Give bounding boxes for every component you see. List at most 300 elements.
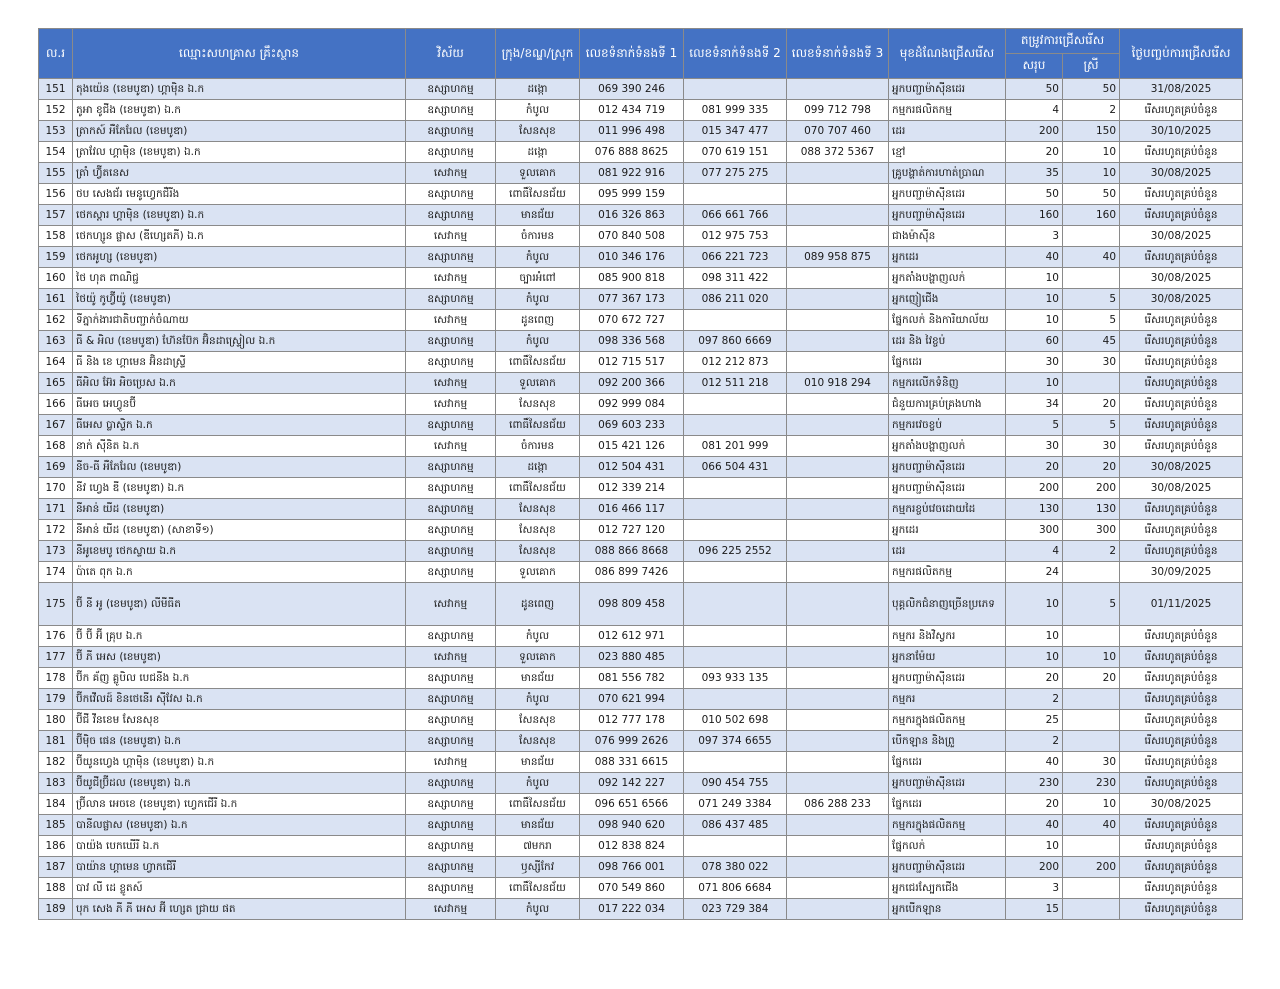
cell-deadline: រើសរហូតគ្រប់ចំនួន [1120, 773, 1243, 794]
cell-phone2: 097 860 6669 [684, 331, 787, 352]
cell-female: 20 [1063, 394, 1120, 415]
cell-phone1: 070 621 994 [580, 689, 684, 710]
cell-deadline: 01/11/2025 [1120, 583, 1243, 626]
cell-phone2: 081 999 335 [684, 100, 787, 121]
cell-total: 60 [1006, 331, 1063, 352]
cell-name: ធីអិល អ៊ែរ អិចប្រេស ឯ.ក [73, 373, 406, 394]
cell-total: 40 [1006, 247, 1063, 268]
cell-name: ធី និង ខេ ហ្គាមេន អ៊ិនដាស្ទ្រី [73, 352, 406, 373]
cell-name: បាយ៉ង បេកឃើរី ឯ.ក [73, 836, 406, 857]
cell-total: 10 [1006, 310, 1063, 331]
cell-no: 184 [39, 794, 73, 815]
cell-phone2 [684, 394, 787, 415]
cell-female [1063, 731, 1120, 752]
cell-name: នីអូខេមបូ ថេកស្ទាយ ឯ.ក [73, 541, 406, 562]
table-row [39, 836, 1243, 857]
cell-position: អ្នកបញ្ជាម៉ាស៊ីនដេរ [889, 857, 1006, 878]
cell-total: 10 [1006, 626, 1063, 647]
cell-female [1063, 899, 1120, 920]
cell-female: 10 [1063, 647, 1120, 668]
cell-name: តុងយ៉េន (ខេមបូឌា) ហ្គាម៉ិន ឯ.ក [73, 79, 406, 100]
cell-phone3 [787, 226, 889, 247]
cell-female: 10 [1063, 163, 1120, 184]
cell-phone3 [787, 878, 889, 899]
cell-phone2 [684, 499, 787, 520]
cell-location: កំបូល [496, 773, 580, 794]
header-deadline: ថ្ងៃបញ្ចប់ការជ្រើសរើស [1120, 29, 1243, 79]
cell-name: នីអាន់ យីដ (ខេមបូឌា) [73, 499, 406, 520]
cell-phone1: 070 840 508 [580, 226, 684, 247]
cell-sector: សេវាកម្ម [406, 268, 496, 289]
cell-phone3 [787, 689, 889, 710]
cell-no: 175 [39, 583, 73, 626]
cell-position: កម្មករក្នុងផលិតកម្ម [889, 710, 1006, 731]
cell-phone2: 097 374 6655 [684, 731, 787, 752]
cell-total: 160 [1006, 205, 1063, 226]
cell-deadline: រើសរហូតគ្រប់ចំនួន [1120, 184, 1243, 205]
cell-phone3 [787, 899, 889, 920]
table-row [39, 478, 1243, 499]
table-row [39, 815, 1243, 836]
cell-name: ថៃយ៉ូ កូហ្វ៊ីយ៉ូ (ខេមបូឌា) [73, 289, 406, 310]
cell-total: 20 [1006, 457, 1063, 478]
cell-phone3 [787, 583, 889, 626]
cell-phone2 [684, 647, 787, 668]
cell-female [1063, 373, 1120, 394]
cell-location: សែនសុខ [496, 520, 580, 541]
cell-location: ដង្កោ [496, 457, 580, 478]
cell-deadline: រើសរហូតគ្រប់ចំនួន [1120, 710, 1243, 731]
cell-sector: សេវាកម្ម [406, 752, 496, 773]
table-row [39, 499, 1243, 520]
cell-no: 154 [39, 142, 73, 163]
cell-female: 50 [1063, 184, 1120, 205]
cell-female: 20 [1063, 457, 1120, 478]
cell-location: ដង្កោ [496, 142, 580, 163]
cell-total: 200 [1006, 121, 1063, 142]
cell-position: អ្នកបើកឡាន [889, 899, 1006, 920]
cell-name: ត្រាវែល ហ្គាម៉ិន (ខេមបូឌា) ឯ.ក [73, 142, 406, 163]
cell-sector: ឧស្សាហកម្ម [406, 121, 496, 142]
cell-sector: សេវាកម្ម [406, 310, 496, 331]
cell-female: 2 [1063, 100, 1120, 121]
cell-total: 50 [1006, 184, 1063, 205]
cell-total: 34 [1006, 394, 1063, 415]
cell-location: កំបូល [496, 689, 580, 710]
cell-location: ទួលគោក [496, 562, 580, 583]
cell-position: កម្មករខ្ចប់វេចដោយដៃ [889, 499, 1006, 520]
cell-total: 4 [1006, 541, 1063, 562]
cell-total: 10 [1006, 373, 1063, 394]
cell-location: កំបូល [496, 331, 580, 352]
cell-position: អ្នកបញ្ជាម៉ាស៊ីនដេរ [889, 668, 1006, 689]
header-phone3: លេខទំនាក់ទំនងទី 3 [787, 29, 889, 79]
cell-phone1: 081 922 916 [580, 163, 684, 184]
cell-phone2: 012 975 753 [684, 226, 787, 247]
cell-deadline: 30/09/2025 [1120, 562, 1243, 583]
table-row [39, 289, 1243, 310]
cell-position: កម្មករ [889, 689, 1006, 710]
cell-deadline: រើសរហូតគ្រប់ចំនួន [1120, 142, 1243, 163]
cell-location: ពោធិ៍សែនជ័យ [496, 478, 580, 499]
cell-sector: ឧស្សាហកម្ម [406, 857, 496, 878]
cell-phone2: 010 502 698 [684, 710, 787, 731]
table-row [39, 773, 1243, 794]
cell-position: អ្នកបញ្ជាម៉ាស៊ីនដេរ [889, 478, 1006, 499]
cell-deadline: រើសរហូតគ្រប់ចំនួន [1120, 436, 1243, 457]
cell-phone2 [684, 79, 787, 100]
table-row [39, 878, 1243, 899]
cell-no: 164 [39, 352, 73, 373]
cell-location: ពោធិ៍សែនជ័យ [496, 415, 580, 436]
cell-sector: ឧស្សាហកម្ម [406, 184, 496, 205]
cell-phone1: 012 838 824 [580, 836, 684, 857]
cell-sector: សេវាកម្ម [406, 899, 496, 920]
table-row [39, 710, 1243, 731]
cell-female: 40 [1063, 815, 1120, 836]
cell-phone1: 077 367 173 [580, 289, 684, 310]
cell-total: 10 [1006, 647, 1063, 668]
cell-phone2 [684, 184, 787, 205]
cell-no: 157 [39, 205, 73, 226]
cell-location: មានជ័យ [496, 668, 580, 689]
cell-total: 3 [1006, 226, 1063, 247]
cell-no: 179 [39, 689, 73, 710]
cell-position: កម្មករលើកទំនិញ [889, 373, 1006, 394]
cell-no: 165 [39, 373, 73, 394]
cell-deadline: រើសរហូតគ្រប់ចំនួន [1120, 647, 1243, 668]
cell-phone1: 098 766 001 [580, 857, 684, 878]
cell-no: 173 [39, 541, 73, 562]
cell-phone1: 012 434 719 [580, 100, 684, 121]
cell-phone1: 088 866 8668 [580, 541, 684, 562]
cell-sector: ឧស្សាហកម្ម [406, 541, 496, 562]
cell-deadline: រើសរហូតគ្រប់ចំនួន [1120, 415, 1243, 436]
table-row [39, 689, 1243, 710]
table-row [39, 520, 1243, 541]
header-sector: វិស័យ [406, 29, 496, 79]
table-row [39, 373, 1243, 394]
cell-name: នាក់ ស៊ីនិត ឯ.ក [73, 436, 406, 457]
cell-phone1: 012 504 431 [580, 457, 684, 478]
cell-name: ទីភ្នាក់ងារជាតិបញ្ជាក់ចំណាយ [73, 310, 406, 331]
table-row [39, 79, 1243, 100]
cell-sector: ឧស្សាហកម្ម [406, 247, 496, 268]
cell-phone1: 016 326 863 [580, 205, 684, 226]
cell-phone3 [787, 310, 889, 331]
cell-no: 159 [39, 247, 73, 268]
cell-total: 200 [1006, 857, 1063, 878]
cell-no: 170 [39, 478, 73, 499]
cell-phone2: 081 201 999 [684, 436, 787, 457]
cell-location: ទួលគោក [496, 163, 580, 184]
cell-name: ប៊ីក គ័ញ គ្លូបិល បេជនីង ឯ.ក [73, 668, 406, 689]
cell-position: កម្មករផលិតកម្ម [889, 100, 1006, 121]
cell-phone3 [787, 289, 889, 310]
table-row [39, 857, 1243, 878]
table-row [39, 626, 1243, 647]
cell-phone1: 076 999 2626 [580, 731, 684, 752]
cell-phone3 [787, 562, 889, 583]
cell-sector: ឧស្សាហកម្ម [406, 689, 496, 710]
table-row [39, 562, 1243, 583]
table-row [39, 184, 1243, 205]
cell-sector: សេវាកម្ម [406, 583, 496, 626]
cell-phone3 [787, 752, 889, 773]
cell-phone1: 096 651 6566 [580, 794, 684, 815]
cell-deadline: រើសរហូតគ្រប់ចំនួន [1120, 815, 1243, 836]
cell-phone1: 085 900 818 [580, 268, 684, 289]
cell-total: 40 [1006, 815, 1063, 836]
cell-no: 155 [39, 163, 73, 184]
table-row [39, 731, 1243, 752]
cell-sector: ឧស្សាហកម្ម [406, 499, 496, 520]
cell-name: នីច-ធី អឺភែរែល (ខេមបូឌា) [73, 457, 406, 478]
cell-name: ថៃ ហុត ពាណិជ្ជ [73, 268, 406, 289]
cell-no: 182 [39, 752, 73, 773]
cell-sector: ឧស្សាហកម្ម [406, 794, 496, 815]
cell-position: អ្នកដេរ [889, 247, 1006, 268]
cell-position: ដេរ និង វៃខ្ចប់ [889, 331, 1006, 352]
cell-name: ថេកហ្សូន ផ្លាស (ឌីហ្សេតភី) ឯ.ក [73, 226, 406, 247]
cell-phone1: 081 556 782 [580, 668, 684, 689]
cell-position: អ្នកជេរស្បែកជើង [889, 878, 1006, 899]
table-row [39, 205, 1243, 226]
cell-name: បានីលផ្លាស (ខេមបូឌា) ឯ.ក [73, 815, 406, 836]
cell-no: 177 [39, 647, 73, 668]
cell-phone3 [787, 205, 889, 226]
cell-deadline: 30/08/2025 [1120, 457, 1243, 478]
cell-phone3 [787, 541, 889, 562]
cell-total: 35 [1006, 163, 1063, 184]
cell-phone1: 086 899 7426 [580, 562, 684, 583]
cell-position: កម្មករផលិតកម្ម [889, 562, 1006, 583]
cell-total: 15 [1006, 899, 1063, 920]
cell-deadline: រើសរហូតគ្រប់ចំនួន [1120, 878, 1243, 899]
cell-location: មានជ័យ [496, 752, 580, 773]
cell-no: 178 [39, 668, 73, 689]
cell-no: 151 [39, 79, 73, 100]
header-female: ស្រី [1063, 54, 1120, 79]
cell-name: ប៉ាតេ ពុក ឯ.ក [73, 562, 406, 583]
cell-position: កម្មករ និងវិស្វករ [889, 626, 1006, 647]
cell-location: ៧មករា [496, 836, 580, 857]
cell-name: ប៊ីយូជីប្រ៊ីដល (ខេមបូឌា) ឯ.ក [73, 773, 406, 794]
cell-position: អ្នកញៀជើង [889, 289, 1006, 310]
table-row [39, 247, 1243, 268]
cell-phone3 [787, 815, 889, 836]
cell-deadline: 30/08/2025 [1120, 163, 1243, 184]
cell-name: ធី & អិល (ខេមបូឌា) ហ៊ែនប៊ែក អ៊ិនដាស្ទ្រៀល ឯ.ក [73, 331, 406, 352]
cell-location: ពោធិ៍សែនជ័យ [496, 184, 580, 205]
cell-location: ពោធិ៍សែនជ័យ [496, 794, 580, 815]
cell-phone1: 011 996 498 [580, 121, 684, 142]
table-row [39, 647, 1243, 668]
cell-deadline: រើសរហូតគ្រប់ចំនួន [1120, 100, 1243, 121]
cell-location: សែនសុខ [496, 121, 580, 142]
cell-sector: ឧស្សាហកម្ម [406, 79, 496, 100]
cell-female: 45 [1063, 331, 1120, 352]
cell-no: 183 [39, 773, 73, 794]
cell-female [1063, 689, 1120, 710]
cell-female [1063, 836, 1120, 857]
table-row [39, 899, 1243, 920]
cell-name: ប៊ី នី អូ (ខេមបូឌា) លីមីធីត [73, 583, 406, 626]
cell-phone1: 092 142 227 [580, 773, 684, 794]
cell-name: ប៊ី ភី អេស (ខេមបូឌា) [73, 647, 406, 668]
cell-female: 200 [1063, 478, 1120, 499]
cell-sector: ឧស្សាហកម្ម [406, 100, 496, 121]
cell-female: 150 [1063, 121, 1120, 142]
cell-position: អ្នកដេរ [889, 520, 1006, 541]
cell-phone1: 069 603 233 [580, 415, 684, 436]
cell-no: 174 [39, 562, 73, 583]
cell-phone3: 099 712 798 [787, 100, 889, 121]
cell-phone3 [787, 415, 889, 436]
cell-name: ថេកអូហ្ស (ខេមបូឌា) [73, 247, 406, 268]
cell-phone1: 098 940 620 [580, 815, 684, 836]
cell-deadline: រើសរហូតគ្រប់ចំនួន [1120, 205, 1243, 226]
cell-sector: ឧស្សាហកម្ម [406, 710, 496, 731]
cell-location: សែនសុខ [496, 499, 580, 520]
table-row [39, 310, 1243, 331]
table-body [39, 79, 1243, 920]
header-location: ក្រុង/ខណ្ឌ/ស្រុក [496, 29, 580, 79]
cell-no: 161 [39, 289, 73, 310]
cell-deadline: រើសរហូតគ្រប់ចំនួន [1120, 836, 1243, 857]
cell-deadline: រើសរហូតគ្រប់ចំនួន [1120, 668, 1243, 689]
cell-position: ជាងម៉ាស៊ីន [889, 226, 1006, 247]
cell-no: 171 [39, 499, 73, 520]
cell-position: ដេរ [889, 541, 1006, 562]
table-row [39, 226, 1243, 247]
cell-total: 30 [1006, 436, 1063, 457]
cell-phone2: 071 806 6684 [684, 878, 787, 899]
table-row [39, 583, 1243, 626]
cell-deadline: រើសរហូតគ្រប់ចំនួន [1120, 689, 1243, 710]
cell-deadline: 30/08/2025 [1120, 478, 1243, 499]
cell-phone2 [684, 626, 787, 647]
cell-phone3 [787, 773, 889, 794]
cell-total: 300 [1006, 520, 1063, 541]
cell-name: នីវ ហ្វេង ឌី (ខេមបូឌា) ឯ.ក [73, 478, 406, 499]
cell-total: 20 [1006, 142, 1063, 163]
cell-sector: សេវាកម្ម [406, 647, 496, 668]
cell-name: បាយ៉ាន ហ្គាមេន ហ្វាកជើរី [73, 857, 406, 878]
cell-phone2: 090 454 755 [684, 773, 787, 794]
cell-phone3 [787, 499, 889, 520]
cell-deadline: រើសរហូតគ្រប់ចំនួន [1120, 373, 1243, 394]
cell-total: 10 [1006, 583, 1063, 626]
cell-location: ច្បារអំពៅ [496, 268, 580, 289]
cell-position: អ្នកបញ្ជាម៉ាស៊ីនដេរ [889, 457, 1006, 478]
cell-location: កំបូល [496, 626, 580, 647]
cell-female: 30 [1063, 436, 1120, 457]
header-name: ឈ្មោះសហគ្រាស គ្រឹះស្ថាន [73, 29, 406, 79]
cell-no: 167 [39, 415, 73, 436]
cell-deadline: 30/08/2025 [1120, 794, 1243, 815]
cell-location: មានជ័យ [496, 205, 580, 226]
cell-total: 4 [1006, 100, 1063, 121]
cell-phone2: 093 933 135 [684, 668, 787, 689]
cell-location: ដូនពេញ [496, 310, 580, 331]
cell-location: ពោធិ៍សែនជ័យ [496, 352, 580, 373]
cell-female: 50 [1063, 79, 1120, 100]
cell-sector: ឧស្សាហកម្ម [406, 668, 496, 689]
cell-position: គ្រូបង្ហាត់ការហាត់ប្រាណ [889, 163, 1006, 184]
cell-phone1: 023 880 485 [580, 647, 684, 668]
cell-female: 230 [1063, 773, 1120, 794]
cell-position: ដេរ [889, 121, 1006, 142]
cell-deadline: 30/08/2025 [1120, 226, 1243, 247]
cell-name: ធីអេច អេហ្វូនប៊ី [73, 394, 406, 415]
cell-phone3: 010 918 294 [787, 373, 889, 394]
cell-female: 30 [1063, 352, 1120, 373]
cell-deadline: រើសរហូតគ្រប់ចំនួន [1120, 499, 1243, 520]
cell-female: 10 [1063, 142, 1120, 163]
cell-total: 30 [1006, 352, 1063, 373]
cell-total: 25 [1006, 710, 1063, 731]
table-row [39, 541, 1243, 562]
cell-female [1063, 562, 1120, 583]
cell-phone2: 023 729 384 [684, 899, 787, 920]
cell-phone3: 086 288 233 [787, 794, 889, 815]
cell-phone1: 012 715 517 [580, 352, 684, 373]
cell-phone3 [787, 836, 889, 857]
cell-deadline: រើសរហូតគ្រប់ចំនួន [1120, 247, 1243, 268]
header-position: មុខដំណែងជ្រើសរើស [889, 29, 1006, 79]
cell-sector: សេវាកម្ម [406, 226, 496, 247]
cell-deadline: រើសរហូតគ្រប់ចំនួន [1120, 352, 1243, 373]
cell-sector: សេវាកម្ម [406, 373, 496, 394]
cell-total: 20 [1006, 668, 1063, 689]
cell-sector: ឧស្សាហកម្ម [406, 773, 496, 794]
cell-sector: សេវាកម្ម [406, 436, 496, 457]
table-row [39, 415, 1243, 436]
cell-location: ឫស្សីកែវ [496, 857, 580, 878]
cell-name: ថេកស្តារ ហ្គាម៉ិន (ខេមបូឌា) ឯ.ក [73, 205, 406, 226]
table-row [39, 436, 1243, 457]
cell-deadline: រើសរហូតគ្រប់ចំនួន [1120, 394, 1243, 415]
cell-total: 10 [1006, 836, 1063, 857]
cell-phone1: 092 999 084 [580, 394, 684, 415]
cell-phone1: 012 339 214 [580, 478, 684, 499]
cell-deadline: រើសរហូតគ្រប់ចំនួន [1120, 310, 1243, 331]
cell-name: ថប សេងជ័រ មេនូហ្វេកជឺរីង [73, 184, 406, 205]
cell-phone2 [684, 310, 787, 331]
cell-no: 162 [39, 310, 73, 331]
header-phone1: លេខទំនាក់ទំនងទី 1 [580, 29, 684, 79]
cell-phone2 [684, 520, 787, 541]
cell-phone3 [787, 268, 889, 289]
cell-deadline: 31/08/2025 [1120, 79, 1243, 100]
cell-sector: ឧស្សាហកម្ម [406, 478, 496, 499]
cell-no: 188 [39, 878, 73, 899]
cell-position: អ្នកនាម៉ែយ [889, 647, 1006, 668]
cell-location: សែនសុខ [496, 710, 580, 731]
cell-name: ប្រ៊ីលាន អេចខេ (ខេមបូឌា) ហ្វេកជើរី ឯ.ក [73, 794, 406, 815]
cell-name: ប៊ីយូនហ្វេង ហ្គាម៉ិន (ខេមបូឌា) ឯ.ក [73, 752, 406, 773]
cell-total: 50 [1006, 79, 1063, 100]
cell-phone3 [787, 478, 889, 499]
cell-phone2: 066 221 723 [684, 247, 787, 268]
cell-phone1: 010 346 176 [580, 247, 684, 268]
cell-phone1: 012 727 120 [580, 520, 684, 541]
cell-no: 166 [39, 394, 73, 415]
cell-phone2: 071 249 3384 [684, 794, 787, 815]
cell-name: តូអា ខូជីង (ខេមបូឌា) ឯ.ក [73, 100, 406, 121]
job-vacancy-table [38, 28, 1243, 920]
